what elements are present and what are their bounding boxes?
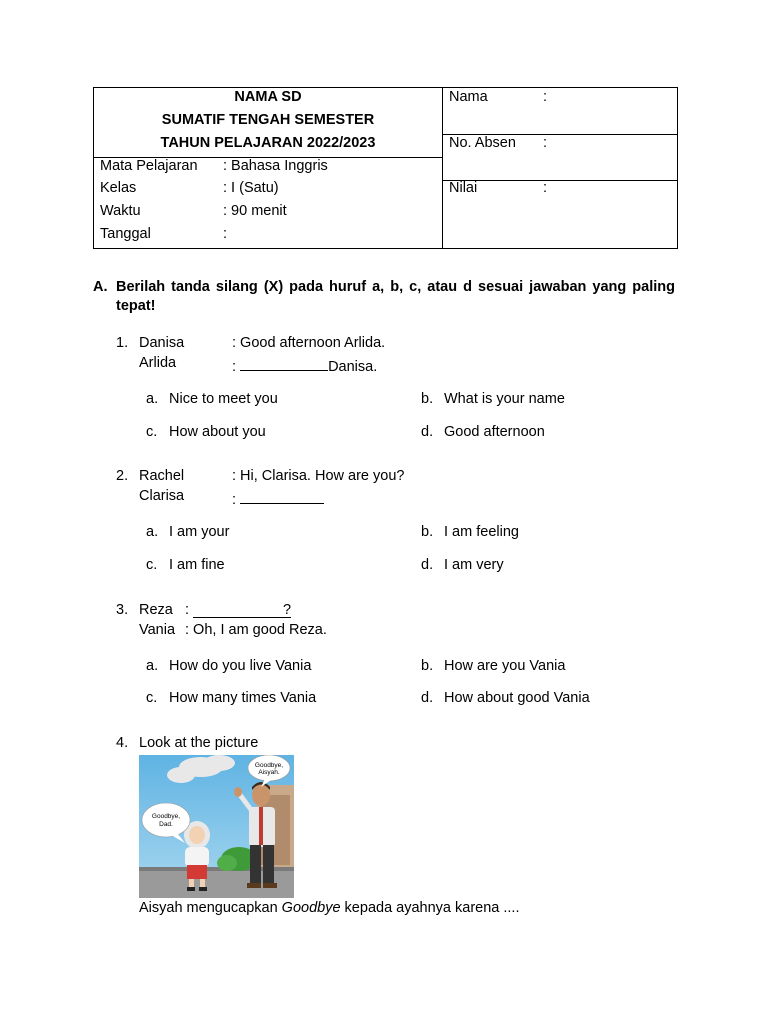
option-text[interactable]: Nice to meet you (169, 391, 278, 407)
field-label-score: Nilai (449, 180, 478, 196)
answer-blank (240, 355, 328, 371)
question-text-italic: Goodbye (281, 900, 341, 916)
option-letter: b. (421, 658, 434, 674)
question-number: 1. (116, 335, 129, 351)
question-number: 3. (116, 602, 129, 618)
info-value-date: : (223, 226, 228, 242)
section-letter: A. (93, 279, 108, 295)
dialog-speaker: Reza (139, 602, 173, 618)
dialog-text: Danisa. (328, 359, 378, 375)
dialog-speaker: Vania (139, 622, 176, 638)
dialog-speaker: Arlida (139, 355, 177, 371)
option-text[interactable]: How are you Vania (444, 658, 566, 674)
option-letter: d. (421, 690, 434, 706)
question-mark: ? (282, 602, 292, 618)
section-instruction (93, 278, 675, 316)
option-letter: d. (421, 424, 434, 440)
instruction-text: Berilah tanda silang (X) pada huruf a, b, c, atau d sesuai jawaban yang paling tepat! (116, 279, 675, 314)
school-year: TAHUN PELAJARAN 2022/2023 (160, 135, 376, 151)
option-letter: a. (146, 524, 159, 540)
option-text[interactable]: How about you (169, 424, 266, 440)
dialog-text: : Oh, I am good Reza. (185, 622, 327, 638)
info-value-class: : I (Satu) (223, 180, 279, 196)
question-number: 2. (116, 468, 129, 484)
option-letter: c. (146, 424, 158, 440)
goodbye-picture (139, 755, 294, 898)
option-text[interactable]: Good afternoon (444, 424, 545, 440)
option-letter: a. (146, 658, 159, 674)
info-value-time: : 90 menit (223, 203, 287, 219)
option-text[interactable]: I am your (169, 524, 230, 540)
dialog-text: : Good afternoon Arlida. (232, 335, 386, 351)
school-name: NAMA SD (234, 89, 302, 105)
option-letter: d. (421, 557, 434, 573)
field-label-absen: No. Absen (449, 135, 516, 151)
field-colon-absen: : (543, 135, 548, 151)
question-number: 4. (116, 735, 129, 751)
dialog-colon: : (232, 359, 241, 375)
man-bubble-line: Aisyah. (258, 769, 280, 776)
question-prompt: Look at the picture (139, 735, 259, 751)
field-label-name: Nama (449, 89, 488, 105)
option-text[interactable]: How many times Vania (169, 690, 317, 706)
option-text[interactable]: How do you live Vania (169, 658, 312, 674)
question-text-end: kepada ayahnya karena .... (340, 900, 520, 916)
option-letter: c. (146, 557, 158, 573)
info-value-subject: : Bahasa Inggris (223, 158, 328, 174)
option-letter: a. (146, 391, 159, 407)
question-text (139, 900, 520, 916)
dialog-colon: : (232, 492, 241, 508)
option-text[interactable]: I am feeling (444, 524, 519, 540)
girl-bubble-line: Goodbye, (151, 813, 181, 820)
exam-header-table (93, 87, 678, 249)
option-letter: b. (421, 391, 434, 407)
table-divider (442, 88, 443, 248)
dialog-speaker: Danisa (139, 335, 185, 351)
girl-bubble-line: Dad. (159, 821, 173, 828)
option-letter: c. (146, 690, 158, 706)
info-label-time: Waktu (100, 203, 141, 219)
dialog-speaker: Rachel (139, 468, 185, 484)
option-text[interactable]: I am very (444, 557, 504, 573)
field-colon-score: : (543, 180, 548, 196)
option-text[interactable]: What is your name (444, 391, 565, 407)
dialog-speaker: Clarisa (139, 488, 185, 504)
dialog-colon: : (185, 602, 194, 618)
dialog-text: : Hi, Clarisa. How are you? (232, 468, 405, 484)
dialog-answer-line (185, 602, 291, 618)
option-text[interactable]: How about good Vania (444, 690, 590, 706)
option-letter: b. (421, 524, 434, 540)
dialog-answer-line (232, 488, 324, 508)
question-text-start: Aisyah mengucapkan (139, 900, 282, 916)
info-label-subject: Mata Pelajaran (100, 158, 198, 174)
info-label-class: Kelas (100, 180, 137, 196)
dialog-answer-line (232, 355, 377, 375)
exam-title: SUMATIF TENGAH SEMESTER (161, 112, 375, 128)
answer-blank (240, 488, 324, 504)
table-divider (442, 180, 678, 181)
answer-blank (193, 602, 291, 618)
option-text[interactable]: I am fine (169, 557, 225, 573)
field-colon-name: : (543, 89, 548, 105)
man-bubble-line: Goodbye, (254, 762, 284, 769)
info-label-date: Tanggal (100, 226, 151, 242)
